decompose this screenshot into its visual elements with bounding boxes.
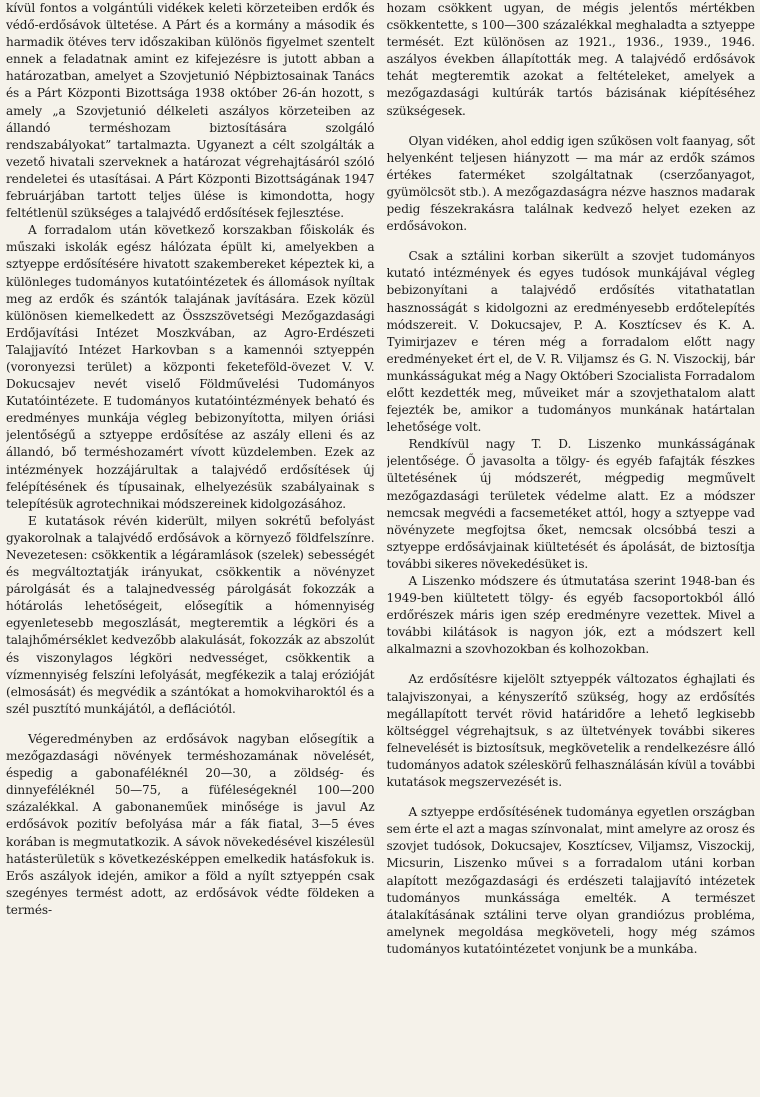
right-column	[387, 0, 756, 1097]
paragraph-left-4: Végeredményben az erdősávok nagyban elősegítik a mezőgazdasági növények terméshozamának növelését, éspedig a gabonaféléknél 20—30, a zöldség- és dinnyeféléknél 50—75, a füféleségeknél 100—200 százalékkal. A gabonaneműek minősége is javul Az erdősávok pozitív befolyása már a fák fiatal, 3—5 éves korában is megmutatkozik. A sávok növekedésével kiszélesül hatásterületük s következésképpen emelkedik hatásfokuk is. Erős aszályok idején, amikor a föld a nyílt sztyeppén csak szegényes termést adott, az erdősávok védte földeken a termés-	[6, 731, 375, 917]
paragraph-left-3: E kutatások révén kiderült, milyen sokrétű befolyást gyakorolnak a talajvédő erdősávok a környező földfelszínre. Nevezetesen: csökkentik a légáramlások (szelek) sebességét és megváltoztatják irányukat, csökkentik a növényzet párolgását és a talajnedvesség párolgását fokozzák a hótárolás lehetőségeit, elősegítik a hómennyiség egyenletesebb megoszlását, megteremtik a légköri és a talajhőmérséklet kedvezőbb alakulását, fokozzák az abszolút és viszonylagos légköri nedvességet, csökkentik a vízmennyiség felszíni lefolyását, megfékezik a talaj erózióját (elmosását) és megvédik a szántókat a homokviharoktól és a szél pusztító munkájától, a deflációtól.	[6, 513, 375, 716]
paragraph-right-1: hozam csökkent ugyan, de mégis jelentős mértékben csökkentette, s 100—300 százalékkal meghaladta a sztyeppe termését. Ezt különösen az 1921., 1936., 1939., 1946. aszályos években állapították meg. A talajvédő erdősávok tehát megteremtik azokat a feltételeket, amelyek a mezőgazdasági kultúrák tartós bázisának kiépítéséhez szükségesek.	[386, 1, 755, 118]
paragraph-right-7: A sztyeppe erdősítésének tudománya egyetlen országban sem érte el azt a magas színvonalat, mint amelyre az orosz és szovjet tudósok, Dokucsajev, Kosztícsev, Viljamsz, Viszockij, Micsurin, Liszenko művei s a forradalom utáni korban alapított mezőgazdasági és erdészeti talajjavító intézetek tudományos munkássága emelték. A természet átalakításának sztálini terve olyan grandiózus probléma, amelynek megoldása megköveteli, hogy még számos tudományos kutatóintézetet vonjunk be a munkába.	[386, 805, 755, 956]
paragraph-right-6: Az erdősítésre kijelölt sztyeppék változatos éghajlati és talajviszonyai, a kényszerítő szükség, hogy az erdősítés megállapított tervét rövid határidőre a lehető legkisebb költséggel végrehajtsuk, s az ültetvények további sikeres felnevelését is biztosítsuk, megkövetelik a rendelkezésre álló tudományos adatok széleskörű felhasználásán kívül a további kutatások megszervezését is.	[386, 672, 755, 790]
paragraph-right-2: Olyan vidéken, ahol eddig igen szűkösen volt faanyag, sőt helyenként teljesen hiányzott — ma már az erdők számos értékes faterméket szolgáltatnak (cserzőanyagot, gyümölcsöt stb.). A mezőgazdaságra nézve hasznos madarak pedig fészekrakásra találnak kedvező helyet ezeken az erdősávokon.	[386, 133, 755, 234]
paragraph-right-5: A Liszenko módszere és útmutatása szerint 1948-ban és 1949-ben kiültetett tölgy- és egyéb facsoportokból álló erdőrészek máris igen szép eredményre vezettek. Mivel a további kilátások is nagyon jók, ezt a módszert kell alkalmazni a szovhozokban és kolhozokban.	[386, 574, 755, 657]
paragraph-right-4: Rendkívül nagy T. D. Liszenko munkásságának jelentősége. Ő javasolta a tölgy- és egyéb fafajták fészkes ültetésének új módszerét, mégpedig megművelt mezőgazdasági területek védelme alatt. Ez a módszer nemcsak megvédi a facsemetéket attól, hogy a sztyeppe vad növényzete megfojtsa őket, nemcsak olcsóbbá teszi a sztyeppe erdősávjainak kiültetését és ápolását, de biztosítja további sikeres növekedésüket is.	[386, 437, 755, 571]
paragraph-right-3: Csak a sztálini korban sikerült a szovjet tudományos kutató intézmények és egyes tudósok munkájával végleg bebizonyítani a talajvédő erdősítés vitathatatlan hasznosságát s kidolgozni az eredményesebb erdőtelepítés módszereit. V. Dokucsajev, P. A. Kosztícsev és K. A. Tyimirjazev e téren még a forradalom előtt nagy eredményeket ért el, de V. R. Viljamsz és G. N. Viszockij, bár munkásságukat még a Nagy Októberi Szocialista Forradalom előtt kezdették meg, műveiket már a szovjethatalom alatt fejezték be, amikor a tudományos munkának határtalan lehetősége volt.	[386, 249, 755, 435]
paragraph-left-2: A forradalom után következő korszakban főiskolák és műszaki iskolák egész hálózata épült ki, amelyekben a sztyeppe erdősítésére hivatott szakembereket képeztek ki, a különleges tudományos kutatóintézetek és állomások nyíltak meg az erdők és szántók talajának javítására. Ezek közül különösen kiemelkedett az Összszövetségi Mezőgazdasági Erdőjavítási Intézet Moszkvában, az Agro-Erdészeti Talajjavító Intézet Harkovban s a kamennói sztyeppén (voronyezsi terület) a központi feketeföld-övezet V. V. Dokucsajev nevét viselő Földművelési Tudományos Kutatóintézete. E tudományos kutatóintézmények beható és eredményes munkája végleg bebizonyította, milyen óriási jelentőségű a sztyeppe erdősítése az aszály elleni és az állandó, bő terméshozamért vívott küzdelemben. Ezek az intézmények hozzájárultak a talajvédő erdősítések új felépítésének és típusainak, elhelyezésük szabályainak s telepítésük agrotechnikai módszereinek kidolgozásához.	[6, 223, 375, 511]
left-column	[6, 0, 375, 1097]
paragraph-left-1: kívül fontos a volgántúli vidékek keleti körzeteiben erdők és védő-erdősávok ültetése. A Párt és a kormány a második és harmadik ötéves terv időszakiban különös figyelmet szentelt ennek a feladatnak amint ez kifejezésre is jutott abban a határozatban, amelyet a Szovjetunió Népbiztosainak Tanács és a Párt Központi Bizottsága 1938 október 26-án hozott, s amely „a Szovjetunió délkeleti aszályos körzeteiben az állandó terméshozam biztosítására szolgáló rendszabályokat” tartalmazta. Ugyanezt a célt szolgálták a vezető hivatali szerveknek a határozat végrehajtásáról szóló rendeletei és utasításai. A Párt Központi Bizottságának 1947 februárjában tartott teljes ülése is kimondotta, hogy feltétlenül szükséges a talajvédő erdősítések fejlesztése.	[6, 1, 375, 221]
